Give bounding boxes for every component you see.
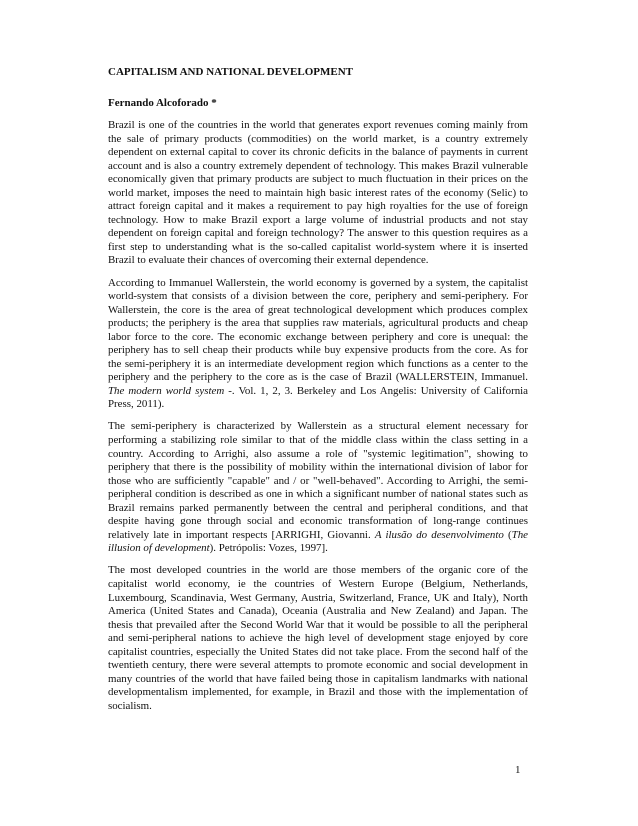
- page-number: 1: [515, 764, 521, 776]
- paragraph-3-text-c: ). Petrópolis: Vozes, 1997].: [209, 542, 328, 555]
- paragraph-3: [108, 420, 528, 555]
- paragraph-3-book-title-translation: The illusion of development: [108, 528, 528, 555]
- paragraph-4: The most developed countries in the world are those members of the organic core of the capitalist world economy, ie the countries of Western Europe (Belgium, Netherlands, Luxembourg, Scandinavia, West Germany, Austria, Switzerland, France, UK and Italy), North America (United States and Canada), Oceania (Australia and New Zealand) and Japan. The thesis that prevailed after the Second World War that it would be possible to all the peripheral and semi-peripheral nations to achieve the high level of development stage enjoyed by core capitalist countries, especially the United States did not take place. From the second half of the twentieth century, there were several attempts to promote economic and social development in many countries of the world that have failed being those in capitalism landmarks with national developmentalism implemented, for example, in Brazil and those with the implementation of socialism.: [108, 564, 528, 712]
- paragraph-1: Brazil is one of the countries in the world that generates export revenues coming mainly from the sale of primary products (commodities) on the world market, is a country extremely dependent on external capital to cover its chronic deficits in the balance of payments in current account and is also a country extremely dependent of technology. This makes Brazil vulnerable economically given that primary products are subject to much fluctuation in their prices on the world market, imposes the need to maintain high basic interest rates of the economy (Selic) to attract foreign capital and it makes a requirement to pay high royalties for the use of foreign technology. How to make Brazil export a large volume of industrial products and not stay dependent on foreign capital and foreign technology? The answer to this question requires as a first step to understanding what is the so-called capitalist world-system where it is inserted Brazil to evaluate their chances of overcoming their external dependence.: [108, 119, 528, 267]
- paragraph-2-text-b: -. Vol. 1, 2, 3. Berkeley and Los Angelis: University of California Press, 2011).: [108, 384, 528, 411]
- paragraph-2-text-a: According to Immanuel Wallerstein, the world economy is governed by a system, the capitalist world-system that consists of a division between the core, periphery and semi-periphery. For Wallerstein, the core is the area of great technological development which produces complex products; the periphery is the area that supplies raw materials, agricultural products and cheap labor force to the core. The economic exchange between periphery and core is unequal: the periphery has to sell cheap their products while buy expensive products from the core. As for the semi-periphery it is an intermediate development region which functions as a center to the periphery and the periphery to the core as is the case of Brazil (WALLERSTEIN, Immanuel.: [108, 276, 528, 384]
- document-page: [108, 66, 528, 722]
- paragraph-2: [108, 277, 528, 412]
- paragraph-3-book-title: A ilusão do desenvolvimento: [374, 528, 504, 541]
- paragraph-3-text-a: The semi-periphery is characterized by Wallerstein as a structural element necessary for performing a stabilizing role similar to that of the middle class within the class setting in a country. According to Arrighi, also assume a role of "systemic legitimation", showing to periphery that there is the possibility of mobility within the international division of labor for those who are sufficiently "capable" and / or "well-behaved". According to Arrighi, the semi-peripheral condition is described as one in which a significant number of national states such as Brazil remains parked permanently between the central and peripheral conditions, and that despite having gone through social and economic transformation of long-range continues relatively late in important respects [ARRIGHI, Giovanni.: [108, 420, 528, 541]
- author-name: Fernando Alcoforado *: [108, 97, 217, 109]
- document-title: CAPITALISM AND NATIONAL DEVELOPMENT: [108, 66, 353, 78]
- paragraph-3-text-b: (: [503, 528, 512, 541]
- paragraph-2-book-title: The modern world system: [108, 384, 225, 397]
